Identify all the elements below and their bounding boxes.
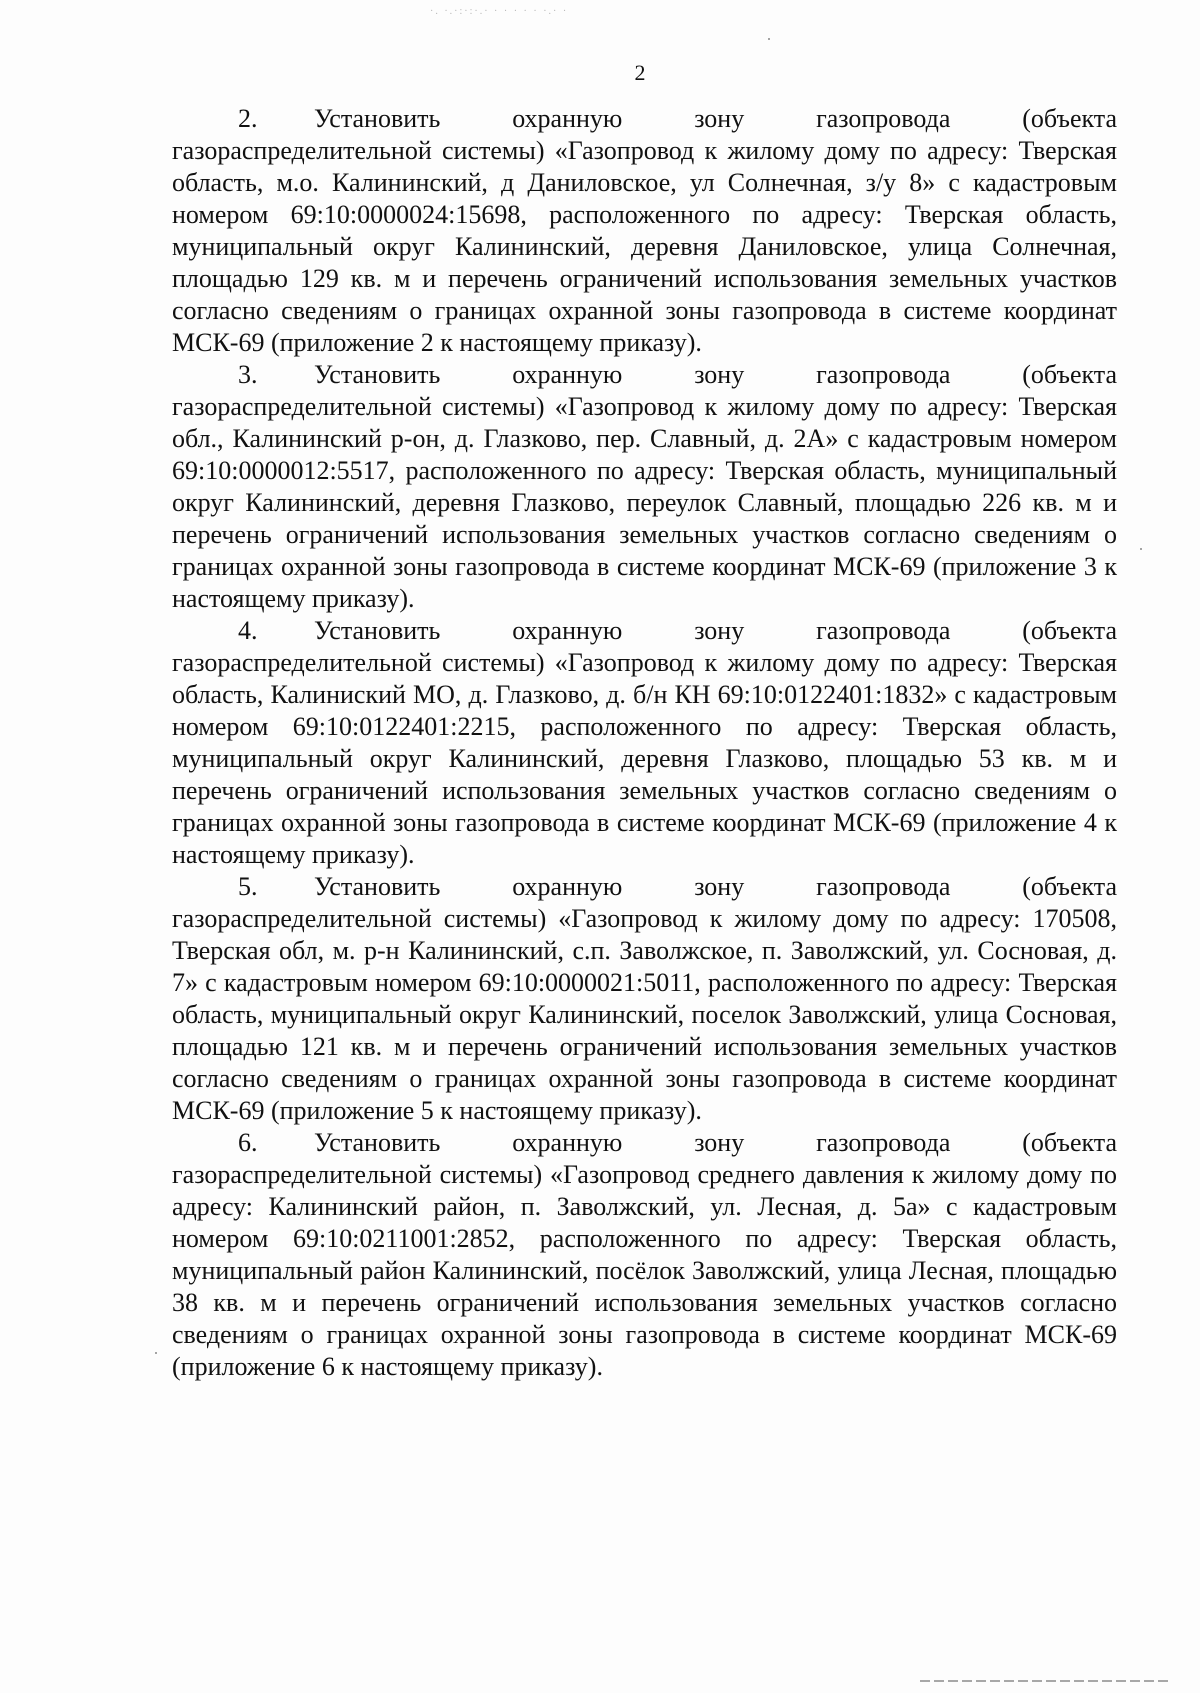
paragraph-text: Установить охранную зону газопровода (объекта газораспределительной системы) «Газопровод к жилому дому по адресу: Тверская область, Калиниский МО, д. Глазково, д. б/н КН 69:10:0122401:1832» с кадастровым номером 69:10:0122401:2215, расположенного по адресу: Тверская область, муниципальный округ Калининский, деревня Глазково, площадью 53 кв. м и перечень ограничений использования земельных участков согласно сведениям о границах охранной зоны газопровода в системе координат МСК-69 (приложение 4 к настоящему приказу). [172, 616, 1117, 869]
paragraph-item-6 [172, 1127, 1117, 1383]
document-body [172, 103, 1117, 1383]
paragraph-number: 2. [238, 104, 258, 133]
paragraph-number: 6. [238, 1128, 258, 1157]
scan-artifact: ·. ·.·:·:·.· · · · · · ·.· · [430, 6, 569, 17]
scan-speck [155, 1352, 157, 1354]
paragraph-text: Установить охранную зону газопровода (объекта газораспределительной системы) «Газопровод к жилому дому по адресу: Тверская обл., Калининский р-он, д. Глазково, пер. Славный, д. 2А» с кадастровым номером 69:10:0000012:5517, расположенного по адресу: Тверская область, муниципальный округ Калининский, деревня Глазково, переулок Славный, площадью 226 кв. м и перечень ограничений использования земельных участков согласно сведениям о границах охранной зоны газопровода в системе координат МСК-69 (приложение 3 к настоящему приказу). [172, 360, 1117, 613]
paragraph-text: Установить охранную зону газопровода (объекта газораспределительной системы) «Газопровод среднего давления к жилому дому по адресу: Калининский район, п. Заволжский, ул. Лесная, д. 5а» с кадастровым номером 69:10:0211001:2852, расположенного по адресу: Тверская область, муниципальный район Калининский, посёлок Заволжский, улица Лесная, площадью 38 кв. м и перечень ограничений использования земельных участков согласно сведениям о границах охранной зоны газопровода в системе координат МСК-69 (приложение 6 к настоящему приказу). [172, 1128, 1117, 1381]
paragraph-item-4 [172, 615, 1117, 871]
paragraph-item-2 [172, 103, 1117, 359]
paragraph-number: 3. [238, 360, 258, 389]
paragraph-number: 5. [238, 872, 258, 901]
scan-edge-artifact [920, 1680, 1170, 1682]
paragraph-item-5 [172, 871, 1117, 1127]
paragraph-text: Установить охранную зону газопровода (объекта газораспределительной системы) «Газопровод к жилому дому по адресу: 170508, Тверская обл, м. р-н Калининский, с.п. Заволжское, п. Заволжский, ул. Сосновая, д. 7» с кадастровым номером 69:10:0000021:5011, расположенного по адресу: Тверская область, муниципальный округ Калининский, поселок Заволжский, улица Сосновая, площадью 121 кв. м и перечень ограничений использования земельных участков согласно сведениям о границах охранной зоны газопровода в системе координат МСК-69 (приложение 5 к настоящему приказу). [172, 872, 1117, 1125]
scan-speck [768, 38, 770, 40]
page-number: 2 [634, 60, 646, 85]
paragraph-text: Установить охранную зону газопровода (объекта газораспределительной системы) «Газопровод к жилому дому по адресу: Тверская область, м.о. Калининский, д Даниловское, ул Солнечная, з/у 8» с кадастровым номером 69:10:0000024:15698, расположенного по адресу: Тверская область, муниципальный округ Калининский, деревня Даниловское, улица Солнечная, площадью 129 кв. м и перечень ограничений использования земельных участков согласно сведениям о границах охранной зоны газопровода в системе координат МСК-69 (приложение 2 к настоящему приказу). [172, 104, 1117, 357]
paragraph-number: 4. [238, 616, 258, 645]
scan-speck [1140, 548, 1142, 550]
paragraph-item-3 [172, 359, 1117, 615]
